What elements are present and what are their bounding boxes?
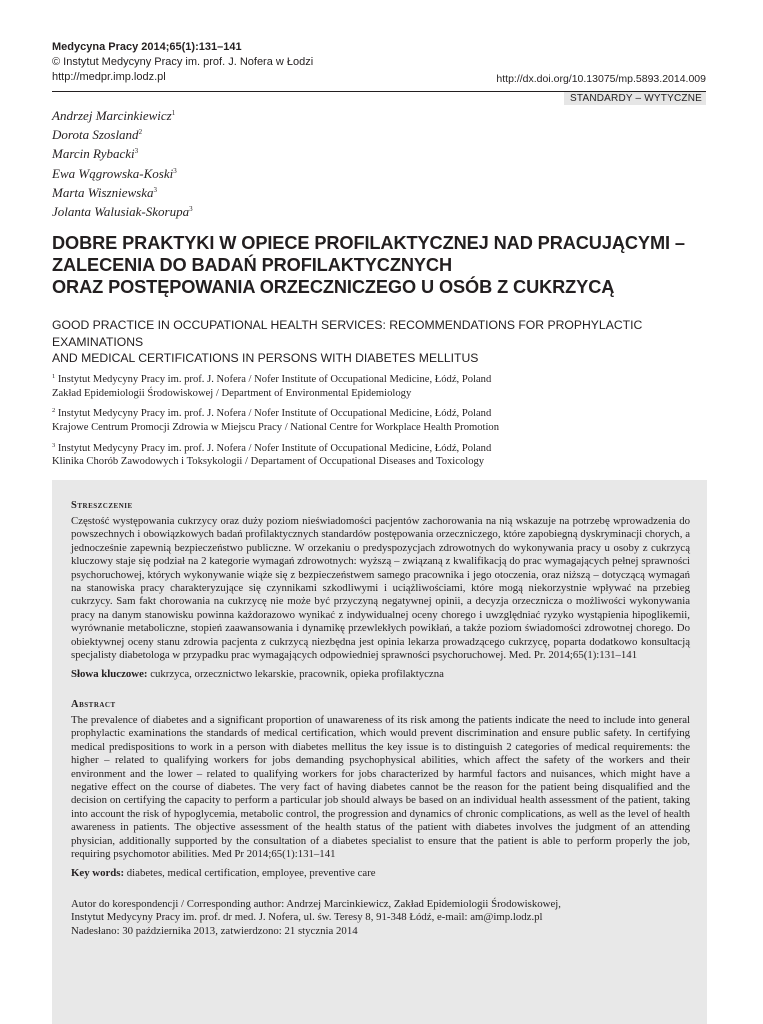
abstract-box xyxy=(52,480,707,1024)
abstract-heading: Abstract xyxy=(71,698,116,710)
doi-link[interactable]: http://dx.doi.org/10.13075/mp.5893.2014.009 xyxy=(496,73,706,85)
author-item: Ewa Wągrowska-Koski$^3$ xyxy=(52,165,177,181)
author-item: Dorota Szosland$^2$ xyxy=(52,127,143,143)
section-badge: STANDARDY – WYTYCZNE xyxy=(564,92,706,105)
streszczenie-heading: Streszczenie xyxy=(71,500,133,511)
affiliation-item: $^1$ Instytut Medycyny Pracy im. prof. J. Nofera / Nofer Institute of Occupational Medicine, Łódź, Poland Zakład Epidemiologii Środowiskowej / Department of Environmental Epidemiology xyxy=(52,373,492,399)
slowa-kluczowe: Słowa kluczowe: cukrzyca, orzecznictwo lekarskie, pracownik, opieka profilaktyczna xyxy=(71,668,444,681)
journal-website[interactable]: http://medpr.imp.lodz.pl xyxy=(52,71,166,83)
title-polish: DOBRE PRAKTYKI W OPIECE PROFILAKTYCZNEJ NAD PRACUJĄCYMI – ZALECENIA DO BADAŃ PROFILAKTYCZNYCH ORAZ POSTĘPOWANIA ORZECZNICZEGO U OSÓB Z CUKRZYCĄ xyxy=(52,233,685,297)
affiliation-item: $^2$ Instytut Medycyny Pracy im. prof. J. Nofera / Nofer Institute of Occupational Medicine, Łódź, Poland Krajowe Centrum Promocji Zdrowia w Miejscu Pracy / National Centre for Workplace Health Promotion xyxy=(52,407,500,433)
journal-header xyxy=(52,40,313,85)
journal-name: Medycyna Pracy 2014;65(1):131–141 xyxy=(52,41,242,53)
journal-copyright: © Instytut Medycyny Pracy im. prof. J. Nofera w Łodzi xyxy=(52,56,314,68)
affiliation-item: $^3$ Instytut Medycyny Pracy im. prof. J. Nofera / Nofer Institute of Occupational Medicine, Łódź, Poland Klinika Chorób Zawodowych i Toksykologii / Departament of Occupational Diseases and Toxicology xyxy=(52,441,492,468)
correspondence: Autor do korespondencji / Corresponding author: Andrzej Marcinkiewicz, Zakład Epidemiologii Środowiskowej, Instytut Medycyny Pracy im. prof. dr med. J. Nofera, ul. św. Teresy 8, 91-348 Łódź, e-mail: am@imp.lodz.pl Nadesłano: 30 października 2013, zatwierdzono: 21 stycznia 2014 xyxy=(71,898,561,937)
author-item: Marta Wiszniewska$^3$ xyxy=(52,184,157,200)
author-list xyxy=(52,105,193,220)
author-item: Jolanta Walusiak-Skorupa$^3$ xyxy=(52,204,193,220)
key-words: Key words: diabetes, medical certification, employee, preventive care xyxy=(71,867,376,880)
abstract-text: The prevalence of diabetes and a significant proportion of unawareness of its risk among the patients indicate the need to include into general prophylactic examinations the standards of medical certification, which would prevent discrimination and ensure public safety. In certifying medical predispositions to work in a person with diabetes mellitus the key issue is to distinguish 2 categories of medical requirements: the higher – related to qualifying workers for jobs demanding psychophysical abilities, which affect the safety of the workers and their environment and the lower – related to qualifying workers for jobs characterized by harmful factors and nuisances, which might have a negative effect on the course of diabetes. The very fact of having diabetes cannot be the reason for the patient being disqualified and the decision on certifying the capacity to perform a particular job should always be based on an individual health assessment of the patient, taking into account the risk of hypoglycemia, metabolic control, the progression and dynamics of chronic complications, as well as the level of health awareness in patients. The objective assessment of the health status of the patient with diabetes involves the judgment of an attending physician, additionally supported by the consultation of a diabetes specialist to ensure that the patient is able to perform properly the job, requiring psychomotor abilities. Med Pr 2014;65(1):131–141 xyxy=(71,713,690,860)
author-item: Andrzej Marcinkiewicz$^1$ xyxy=(52,108,176,123)
affiliation-list xyxy=(52,370,712,473)
title-english: GOOD PRACTICE IN OCCUPATIONAL HEALTH SERVICES: RECOMMENDATIONS FOR PROPHYLACTIC EXAMINATIONS AND MEDICAL CERTIFICATIONS IN PERSONS WITH DIABETES MELLITUS xyxy=(52,318,643,365)
author-item: Marcin Rybacki$^3$ xyxy=(52,146,139,162)
streszczenie-text: Częstość występowania cukrzycy oraz duży poziom nieświadomości pacjentów zachorowania na nią wskazuje na potrzebę wprowadzenia do powszechnych i obowiązkowych badań profilaktycznych standardów postępowania orzeczniczego, które zapobiegną dyskryminacji chorych, a jednocześnie zapewnią bezpieczeństwo publiczne. W orzekaniu o predyspozycjach zdrowotnych do wykonywania pracy u osoby z cukrzycą kluczowy staje się podział na 2 kategorie wymagań zdrowotnych: wyższą – związaną z kwalifikacją do prac wymagających pełnej sprawności psychoruchowej, których wykonywanie wiąże się z bezpieczeństwem samego pracownika i jego otoczenia, oraz niższą – dotyczącą wymagań na stanowiska pracy charakteryzujące się czynnikami szkodliwymi i uciążliwościami, które mogą niekorzystnie wpływać na przebieg cukrzycy. Sam fakt chorowania na cukrzycę nie może być przyczyną negatywnej opinii, a decyzja orzecznicza o możliwości wykonywania pracy na danym stanowisku powinna każdorazowo wynikać z indywidualnej oceny chorego i uwzględniać ryzyko wystąpienia hipoglikemii, wyrównanie metaboliczne, stopień zaawansowania i dynamikę przewlekłych powikłań, a także poziom świadomości zdrowotnej chorego. Do obiektywnej oceny stanu zdrowia pacjenta z cukrzycą niezbędna jest opinia lekarza prowadzącego cukrzycę, poparta dodatkowo konsultacją specjalisty diabetologa w przypadku prac wymagających odpowiedniej sprawności psychoruchowej. Med. Pr. 2014;65(1):131–141 xyxy=(71,515,690,662)
